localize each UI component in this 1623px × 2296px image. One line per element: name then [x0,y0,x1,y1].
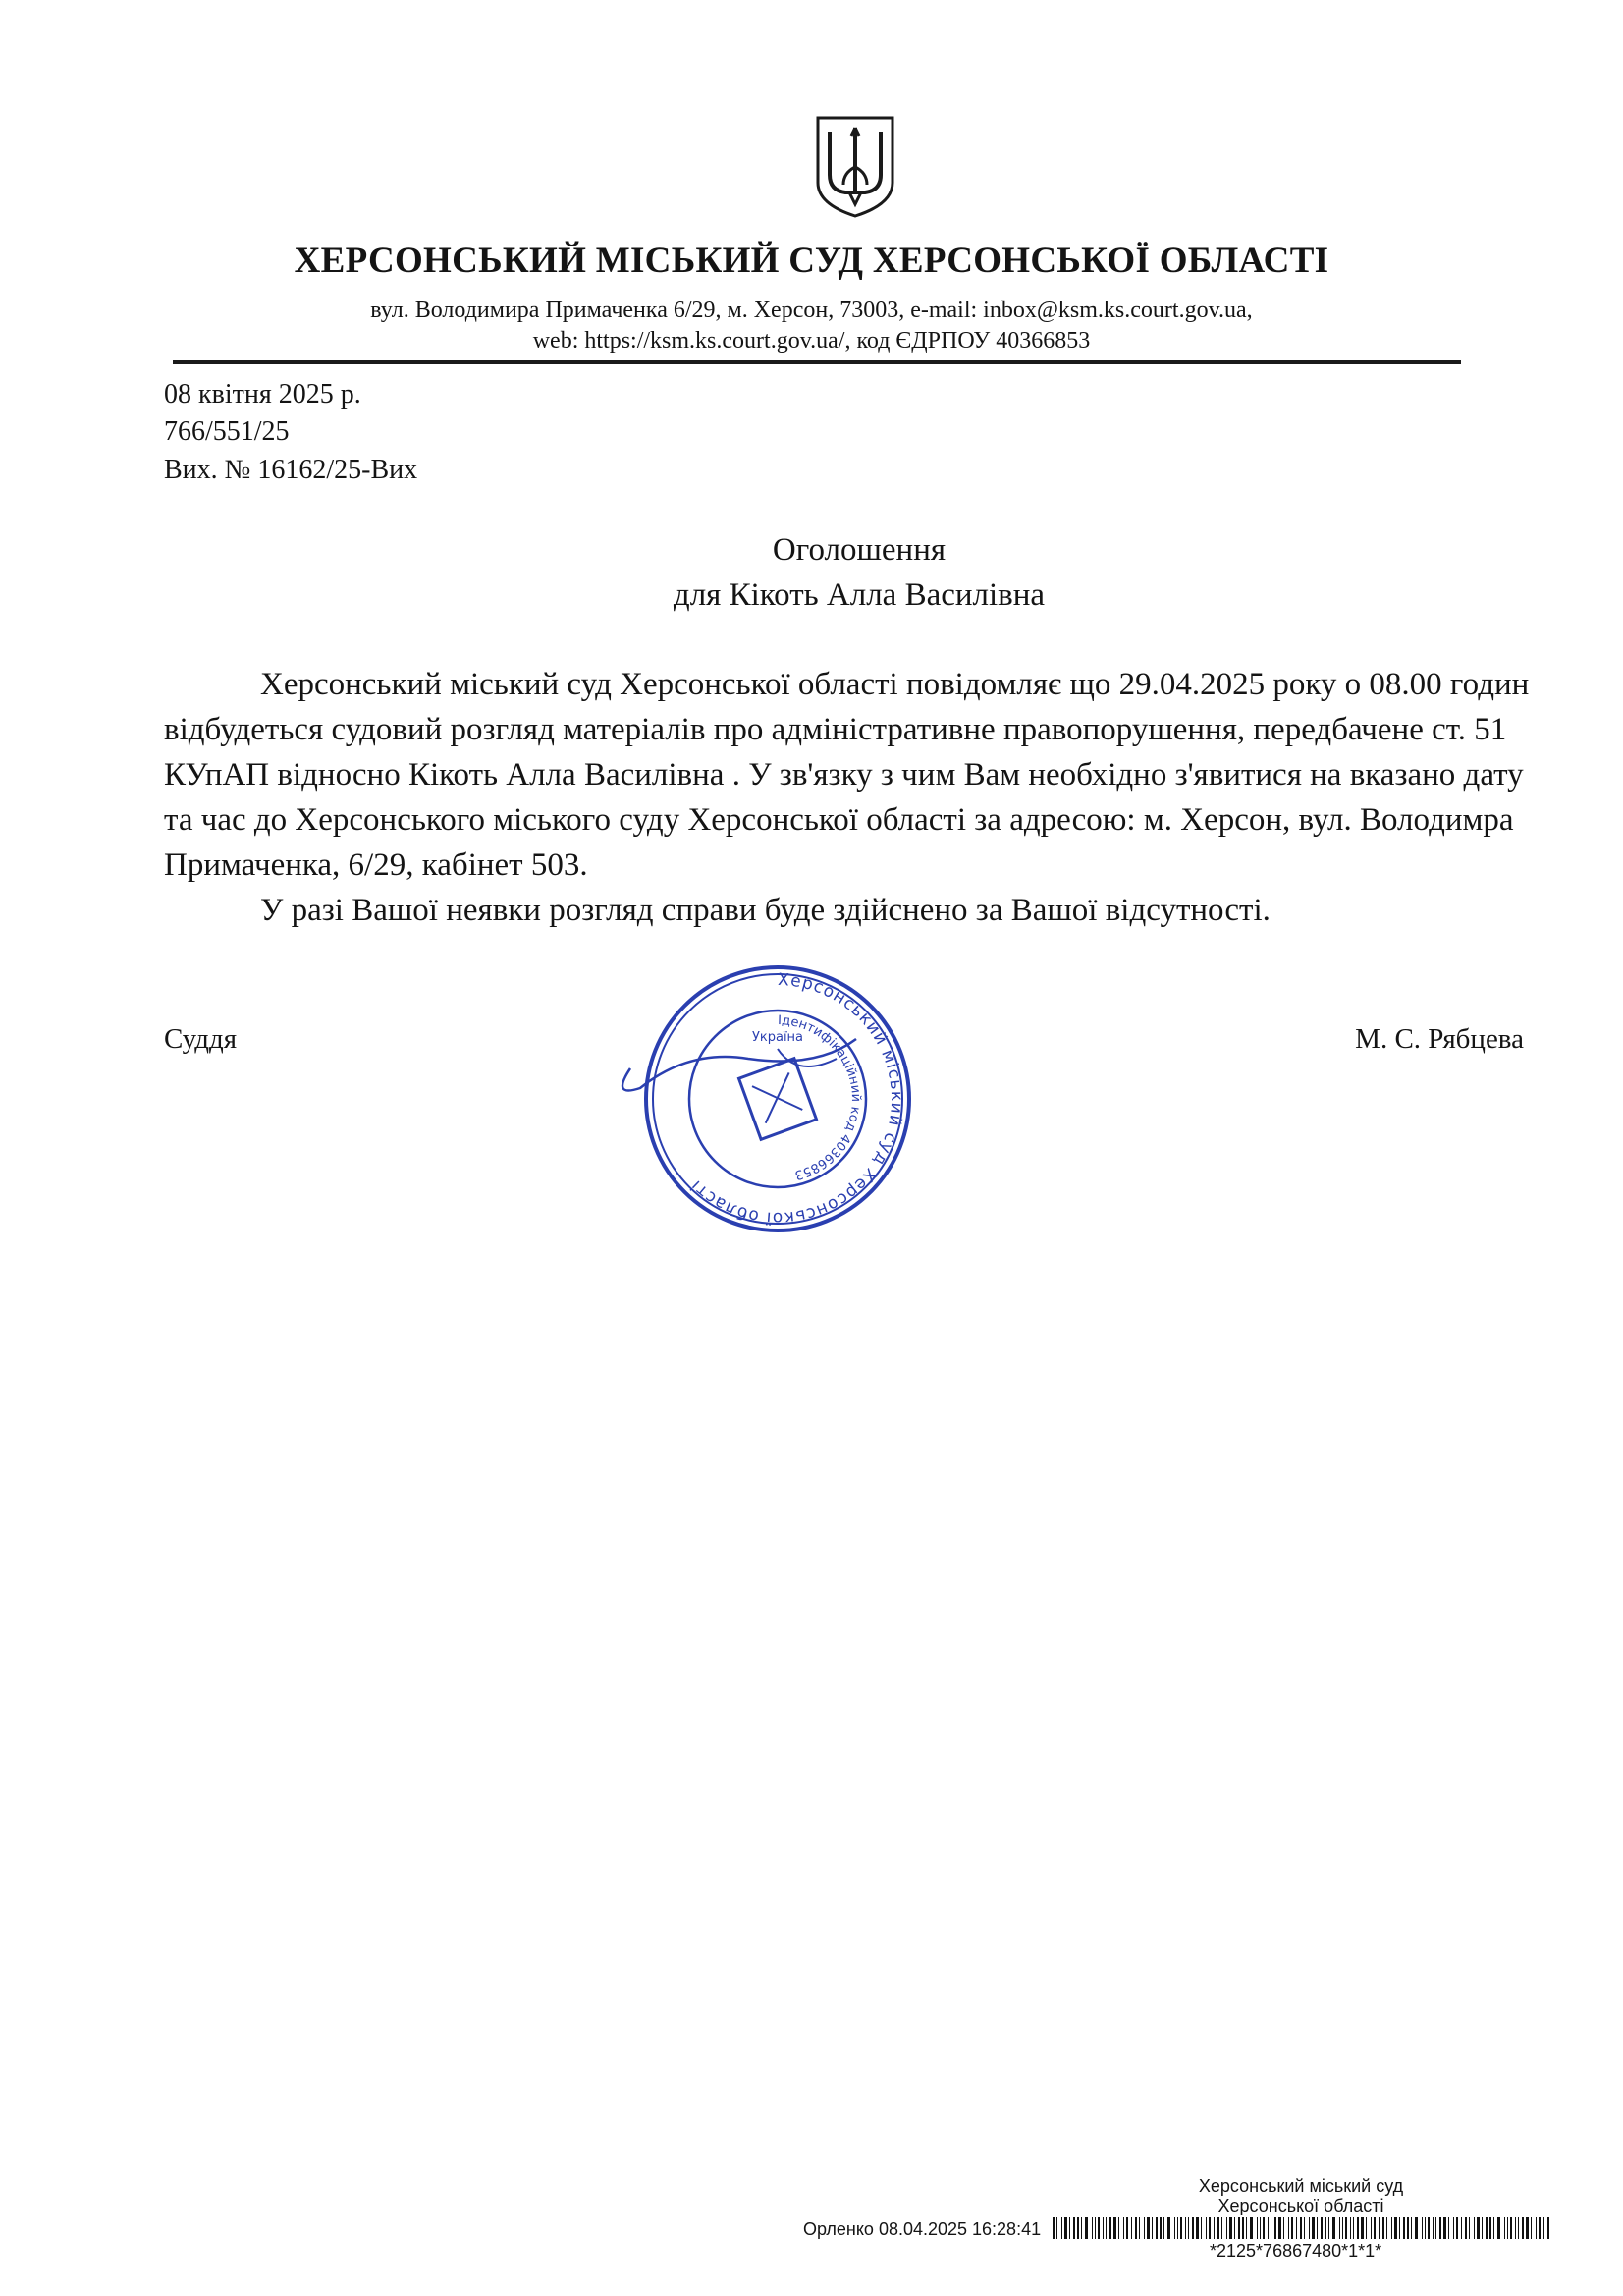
header-divider [173,360,1461,364]
stamp-country-text: Україна [751,1030,804,1045]
court-address-line: вул. Володимира Примаченка 6/29, м. Херсон, 73003, e-mail: inbox@ksm.ks.court.gov.ua, [370,298,1253,323]
stamp-inner-text: Ідентифікаційний код 40366853 [777,1012,864,1182]
document-date: 08 квітня 2025 р. [164,379,361,410]
body-paragraph: У разі Вашої неявки розгляд справи буде здійснено за Вашої відсутності. [260,893,1271,928]
barcode-number: *2125*76867480*1*1* [1210,2241,1382,2261]
signature-label: Суддя [164,1023,238,1055]
footer-court-name: Херсонський міський суд [1198,2176,1404,2196]
judge-name: М. С. Рябцева [1355,1023,1524,1055]
body-paragraph: Херсонський міський суд Херсонської області повідомляє що 29.04.2025 року о 08.00 годин відбудеться судовий розгляд матеріалів про адміністративне правопорушення, передбачене ст. 51 КУпАП відносно Кікоть Алла Василівна . У зв'язку з чим Вам необхідно з'явитися на вказано дату та час до Херсонського міського суду Херсонської області за адресою: м. Херсон, вул. Володимра Примаченка, 6/29, кабінет 503. [164,667,1530,883]
registrar-timestamp: Орленко 08.04.2025 16:28:41 [803,2219,1042,2239]
court-contact-line: web: https://ksm.ks.court.gov.ua/, код ЄДРПОУ 40366853 [532,328,1091,354]
outgoing-number: Вих. № 16162/25-Вих [164,455,418,485]
footer-court-region: Херсонської області [1217,2196,1384,2215]
barcode-icon [1053,2217,1555,2239]
announcement-body [164,662,1539,933]
announcement-title: Оголошення [772,532,947,568]
official-stamp-icon [601,951,954,1245]
coat-of-arms-icon [814,114,896,220]
stamp-outer-text: Херсонський міський суд Херсонської області [686,969,907,1229]
announcement-recipient: для Кікоть Алла Василівна [673,577,1046,613]
case-number: 766/551/25 [164,416,290,447]
court-name-heading: ХЕРСОНСЬКИЙ МІСЬКИЙ СУД ХЕРСОНСЬКОЇ ОБЛАСТІ [294,241,1329,281]
